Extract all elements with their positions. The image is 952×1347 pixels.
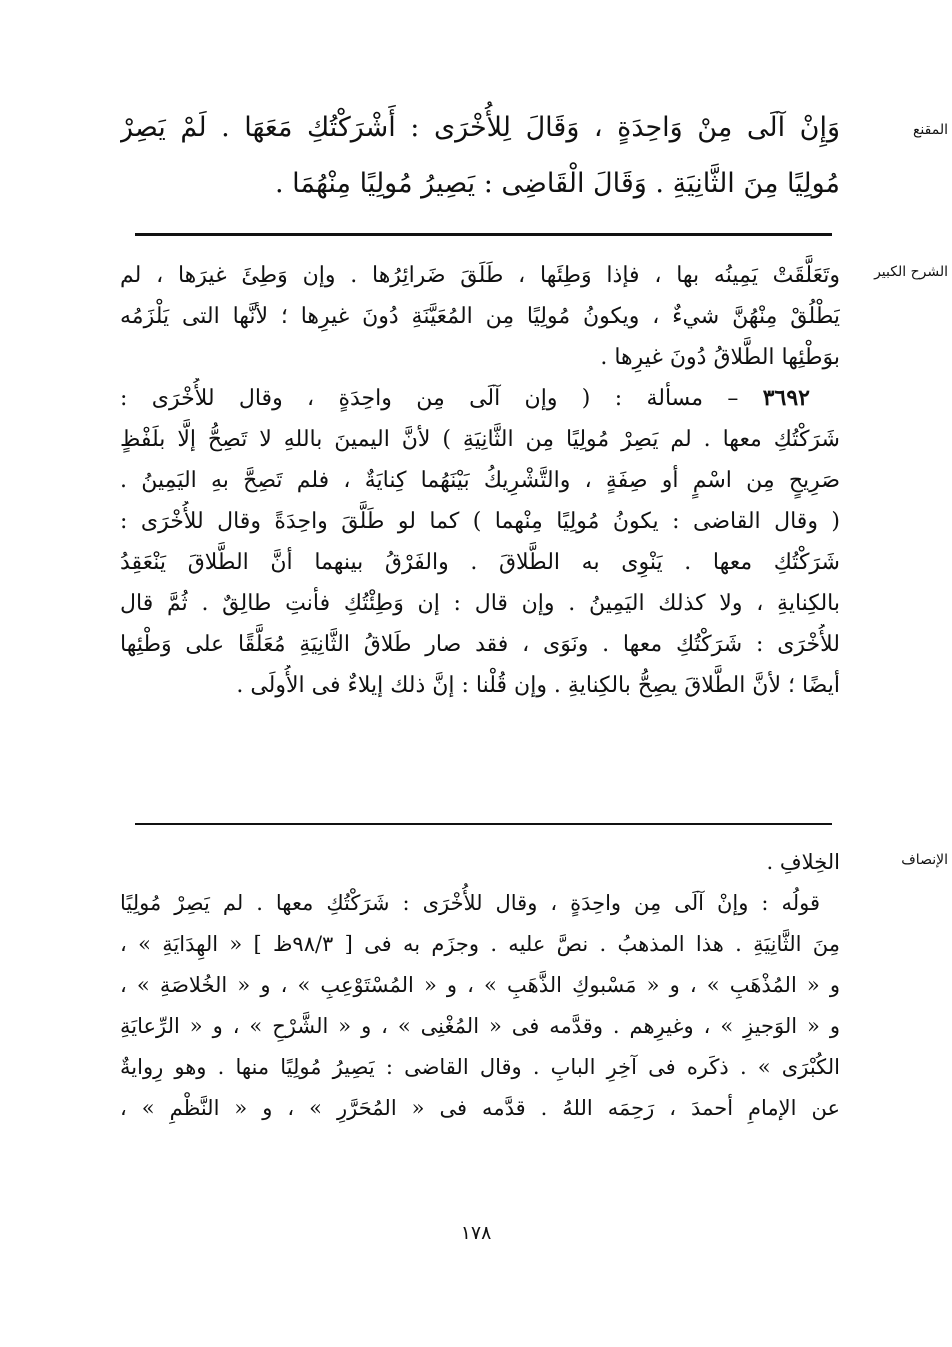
insaf-text xyxy=(120,842,840,1129)
muqni-line: مُولِيًا مِنَ الثَّانِيَةِ . وَقَالَ الْقَاضِى : يَصِيرُ مُولِيًا مِنْهُمَا . xyxy=(274,168,840,199)
sharh-label: الشرح الكبير xyxy=(874,264,948,280)
sharh-line: شَرَكْتُكِ معها . يَنْوِى به الطَّلاقَ . والفَرْقُ بينهما أنَّ الطَّلاقَ يَنْعَقِدُ xyxy=(120,550,840,575)
insaf-line: قولُه : وإنْ آلَى مِن واحِدَةٍ ، وقال للأُخْرَى : شَرَكْتُكِ معها . لم يَصِرْ مُولِيًا xyxy=(120,891,820,915)
insaf-line: و « الوَجيزِ » ، وغيرِهم . وقدَّمه فى « المُغْنِى » ، و « الشَّرْحِ » ، و « الرِّعايَةِ xyxy=(120,1014,840,1038)
section-divider xyxy=(135,823,832,825)
sharh-line: بالكِنايةِ ، ولا كذلك اليَمِينُ . وإن قال : إن وَطِئْتُكِ فأنتِ طالِقٌ . ثُمَّ قال xyxy=(120,591,840,616)
sharh-line: أيضًا ؛ لأنَّ الطَّلاقَ يصِحُّ بالكِنايةِ . وإن قُلْنا : إنَّ ذلك إيلاءٌ فى الأُولَى . xyxy=(236,673,840,698)
masala-number: ٣٦٩٢ xyxy=(762,385,810,411)
sharh-line: ( وقال القاضى : يكونُ مُولِيًا مِنْهما ) كما لو طَلَّقَ واحِدَةً وقال للأُخْرَى : xyxy=(120,509,840,534)
insaf-line: و « المُذْهَبِ » ، و « مَسْبوكِ الذَّهَبِ » ، و « المُسْتَوْعِبِ » ، و « الخُلاصَةِ » ، xyxy=(120,973,840,997)
section-divider xyxy=(135,233,832,236)
muqni-line: وَإِنْ آلَى مِنْ وَاحِدَةٍ ، وَقَالَ لِلأُخْرَى : أَشْرَكْتُكِ مَعَهَا . لَمْ يَصِرْ xyxy=(120,112,840,143)
muqni-label: المقنع xyxy=(912,122,948,138)
sharh-line: بوَطْئِها الطَّلاقُ دُونَ غيرِها . xyxy=(600,345,840,370)
sharh-line: يَطْلُقْ مِنْهُنَّ شيءٌ ، ويكونُ مُولِيًا مِن المُعَيَّنَةِ دُونَ غيرِها ؛ لأنَّها التى يَلْزَمُه xyxy=(120,304,840,329)
sharh-line: شَرَكْتُكِ معها . لم يَصِرْ مُولِيًا مِن الثَّانِيَةِ ) لأنَّ اليمينَ باللهِ لا تَصِحُّ إلَّا بلَفْظٍ xyxy=(120,427,840,452)
insaf-label: الإنصاف xyxy=(901,852,948,868)
muqni-text xyxy=(120,100,840,212)
page-number: ١٧٨ xyxy=(460,1222,492,1244)
sharh-line: للأُخْرَى : شَرَكْتُكِ معها . ونَوَى ، فقد صار طَلاقُ الثَّانِيَةِ مُعَلَّقًا على وَطْئِها xyxy=(120,632,840,657)
sharh-line: صَرِيحٍ مِن اسْمٍ أو صِفَةٍ ، والتَّشْرِيكُ بَيْنَهُما كِنايَةٌ ، فلم تَصِحَّ بهِ اليَمِينُ . xyxy=(120,468,840,493)
insaf-line: مِنَ الثَّانِيَةِ . هذا المذهبُ . نصَّ عليه . وجزَم به فى [ ٩٨/٣ظ ] « الهِدَايَةِ » ، xyxy=(120,932,840,956)
insaf-line: الخِلافِ . xyxy=(766,850,840,874)
insaf-line: الكُبْرَى » . ذكَره فى آخِرِ البابِ . وقال القاضى : يَصِيرُ مُولِيًا منها . وهو رِوايةٌ xyxy=(120,1055,840,1079)
insaf-line: عن الإمامِ أحمدَ ، رَحِمَه اللهُ . قدَّمه فى « المُحَرَّرِ » ، و « النَّظْمِ » ، xyxy=(120,1096,840,1120)
masala-heading-text: – مسألة : ( وإن آلَى مِن واحِدَةٍ ، وقال للأُخْرَى : xyxy=(120,386,739,411)
sharh-text xyxy=(120,255,840,706)
masala-heading xyxy=(120,378,840,419)
sharh-line: وتَعَلَّقَتْ يَمِينُه بها ، فإذا وَطِئَها ، طَلَقَ ضَرائِرُها . وإن وَطِئَ غيرَها ، لم xyxy=(120,263,840,288)
